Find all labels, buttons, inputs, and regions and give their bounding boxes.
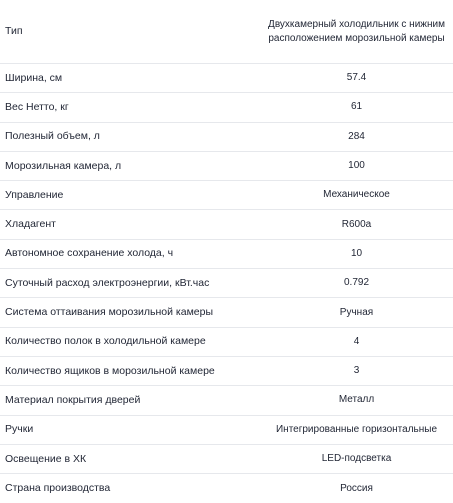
spec-row-handles <box>0 416 453 445</box>
spec-label: Морозильная камера, л <box>5 159 122 172</box>
spec-label: Хладагент <box>5 218 56 231</box>
spec-row-lighting <box>0 445 453 474</box>
spec-row-type <box>0 0 453 64</box>
spec-row-control <box>0 181 453 210</box>
spec-label: Количество ящиков в морозильной камере <box>5 364 215 377</box>
spec-value: Металл <box>338 394 375 406</box>
spec-label: Полезный объем, л <box>5 130 100 143</box>
spec-value: Россия <box>340 482 373 494</box>
spec-label: Тип <box>5 25 23 37</box>
spec-row-autonomous-cold <box>0 240 453 269</box>
spec-label: Освещение в ХК <box>5 452 87 465</box>
spec-row-defrost-system <box>0 298 453 327</box>
spec-row-freezer-volume <box>0 152 453 181</box>
spec-value: Механическое <box>323 189 390 201</box>
spec-value: LED-подсветка <box>321 453 392 464</box>
spec-value: 0.792 <box>343 277 370 289</box>
spec-row-freezer-drawers <box>0 357 453 386</box>
spec-value: Ручная <box>339 306 374 318</box>
spec-row-energy-consumption <box>0 269 453 298</box>
spec-row-net-weight <box>0 93 453 122</box>
spec-label: Ширина, см <box>5 71 63 84</box>
spec-row-refrigerant <box>0 210 453 239</box>
spec-value: 3 <box>353 365 360 377</box>
spec-value: 10 <box>350 247 363 259</box>
spec-value: 284 <box>348 130 365 142</box>
spec-row-fridge-shelves <box>0 328 453 357</box>
spec-label: Материал покрытия дверей <box>5 393 141 406</box>
spec-value: 61 <box>350 101 363 113</box>
spec-value: 100 <box>348 160 365 172</box>
spec-row-usable-volume <box>0 123 453 152</box>
spec-label: Суточный расход электроэнергии, кВт.час <box>5 276 210 289</box>
spec-label: Количество полок в холодильной камере <box>5 335 206 348</box>
spec-row-country <box>0 474 453 503</box>
spec-label: Система оттаивания морозильной камеры <box>5 306 214 319</box>
spec-label: Ручки <box>5 423 34 436</box>
spec-label: Страна производства <box>5 482 111 495</box>
spec-row-door-material <box>0 386 453 415</box>
spec-value: 57.4 <box>346 72 367 84</box>
spec-value: 4 <box>353 335 360 347</box>
spec-label: Вес Нетто, кг <box>5 100 69 113</box>
spec-value: Двухкамерный холодильник с нижним расположением морозильной камеры <box>268 18 445 44</box>
spec-label: Автономное сохранение холода, ч <box>5 247 174 260</box>
spec-value: R600a <box>341 218 372 230</box>
spec-value: Интегрированные горизонтальные <box>275 423 438 435</box>
spec-label: Управление <box>5 188 64 201</box>
spec-row-width <box>0 64 453 93</box>
